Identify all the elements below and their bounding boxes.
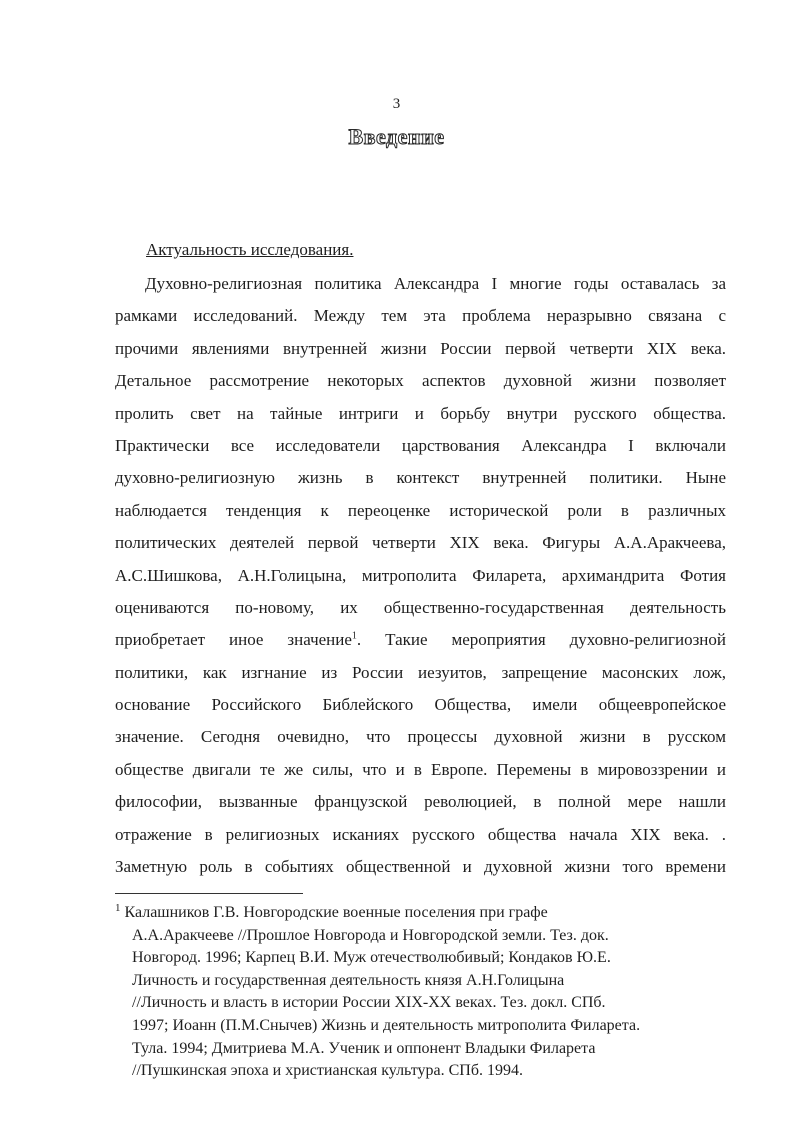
footnote-marker: 1: [115, 901, 121, 914]
footnote-line: //Личность и власть в истории России XIX-XX веках. Тез. докл. СПб.: [132, 994, 606, 1012]
text-line: Детальное рассмотрение некоторых аспектов духовной жизни позволяет: [115, 371, 726, 391]
text-line: А.С.Шишкова, А.Н.Голицына, митрополита Филарета, архимандрита Фотия: [115, 565, 726, 585]
text-line: Духовно-религиозная политика Александра I многие годы оставалась за: [145, 274, 726, 293]
text-line: философии, вызванные французской революцией, в полной мере нашли: [115, 792, 726, 812]
footnote-line: 1997; Иоанн (П.М.Снычев) Жизнь и деятельность митрополита Филарета.: [132, 1016, 641, 1034]
section-heading: Актуальность исследования.: [146, 240, 354, 259]
text-line: прочими явлениями внутренней жизни России первой четверти XIX века.: [115, 338, 726, 358]
text-line: Практически все исследователи царствования Александра I включали: [115, 435, 726, 455]
text-line: пролить свет на тайные интриги и борьбу внутри русского общества.: [115, 403, 726, 423]
page-title: Введение: [348, 124, 445, 149]
footnote-separator: [115, 893, 303, 894]
page-number: 3: [392, 96, 401, 112]
body-text: [115, 268, 726, 883]
text-line: политики, как изгнание из России иезуитов, запрещение масонских лож,: [115, 662, 726, 682]
text-line: основание Российского Библейского Общества, имели общеевропейское: [115, 695, 726, 715]
footnote-text: Калашников Г.В. Новгородские военные поселения при графе: [124, 904, 548, 921]
text-fragment: приобретает иное значение: [115, 630, 352, 650]
text-fragment: . Такие мероприятия духовно-религиозной: [356, 630, 726, 650]
text-line: значение. Сегодня очевидно, что процессы духовной жизни в русском: [115, 727, 726, 747]
text-line: рамками исследований. Между тем эта проблема неразрывно связана с: [115, 306, 726, 326]
text-line: политических деятелей первой четверти XIX века. Фигуры А.А.Аракчеева,: [115, 533, 726, 553]
footnote-reference[interactable]: 1: [351, 630, 357, 642]
footnote-line: //Пушкинская эпоха и христианская культура. СПб. 1994.: [132, 1062, 523, 1080]
text-line: обществе двигали те же силы, что и в Европе. Перемены в мировоззрении и: [115, 759, 726, 779]
text-line: Заметную роль в событиях общественной и духовной жизни того времени: [115, 857, 726, 877]
text-line: духовно-религиозную жизнь в контекст внутренней политики. Ныне: [115, 468, 726, 488]
text-line: оцениваются по-новому, их общественно-государственная деятельность: [115, 597, 726, 617]
footnote-line: А.А.Аракчееве //Прошлое Новгорода и Новгородской земли. Тез. док.: [132, 926, 609, 944]
footnote-line: [115, 902, 726, 925]
footnote-line: Новгород. 1996; Карпец В.И. Муж отечестволюбивый; Кондаков Ю.Е.: [132, 949, 611, 967]
text-line: наблюдается тенденция к переоценке исторической роли в различных: [115, 500, 726, 520]
text-line-with-footnote-ref: [115, 624, 726, 656]
footnote: [115, 902, 726, 1083]
footnote-line: Тула. 1994; Дмитриева М.А. Ученик и оппонент Владыки Филарета: [132, 1039, 596, 1057]
footnote-line: Личность и государственная деятельность князя А.Н.Голицына: [132, 971, 565, 989]
text-line: отражение в религиозных исканиях русского общества начала XIX века. .: [115, 824, 726, 844]
